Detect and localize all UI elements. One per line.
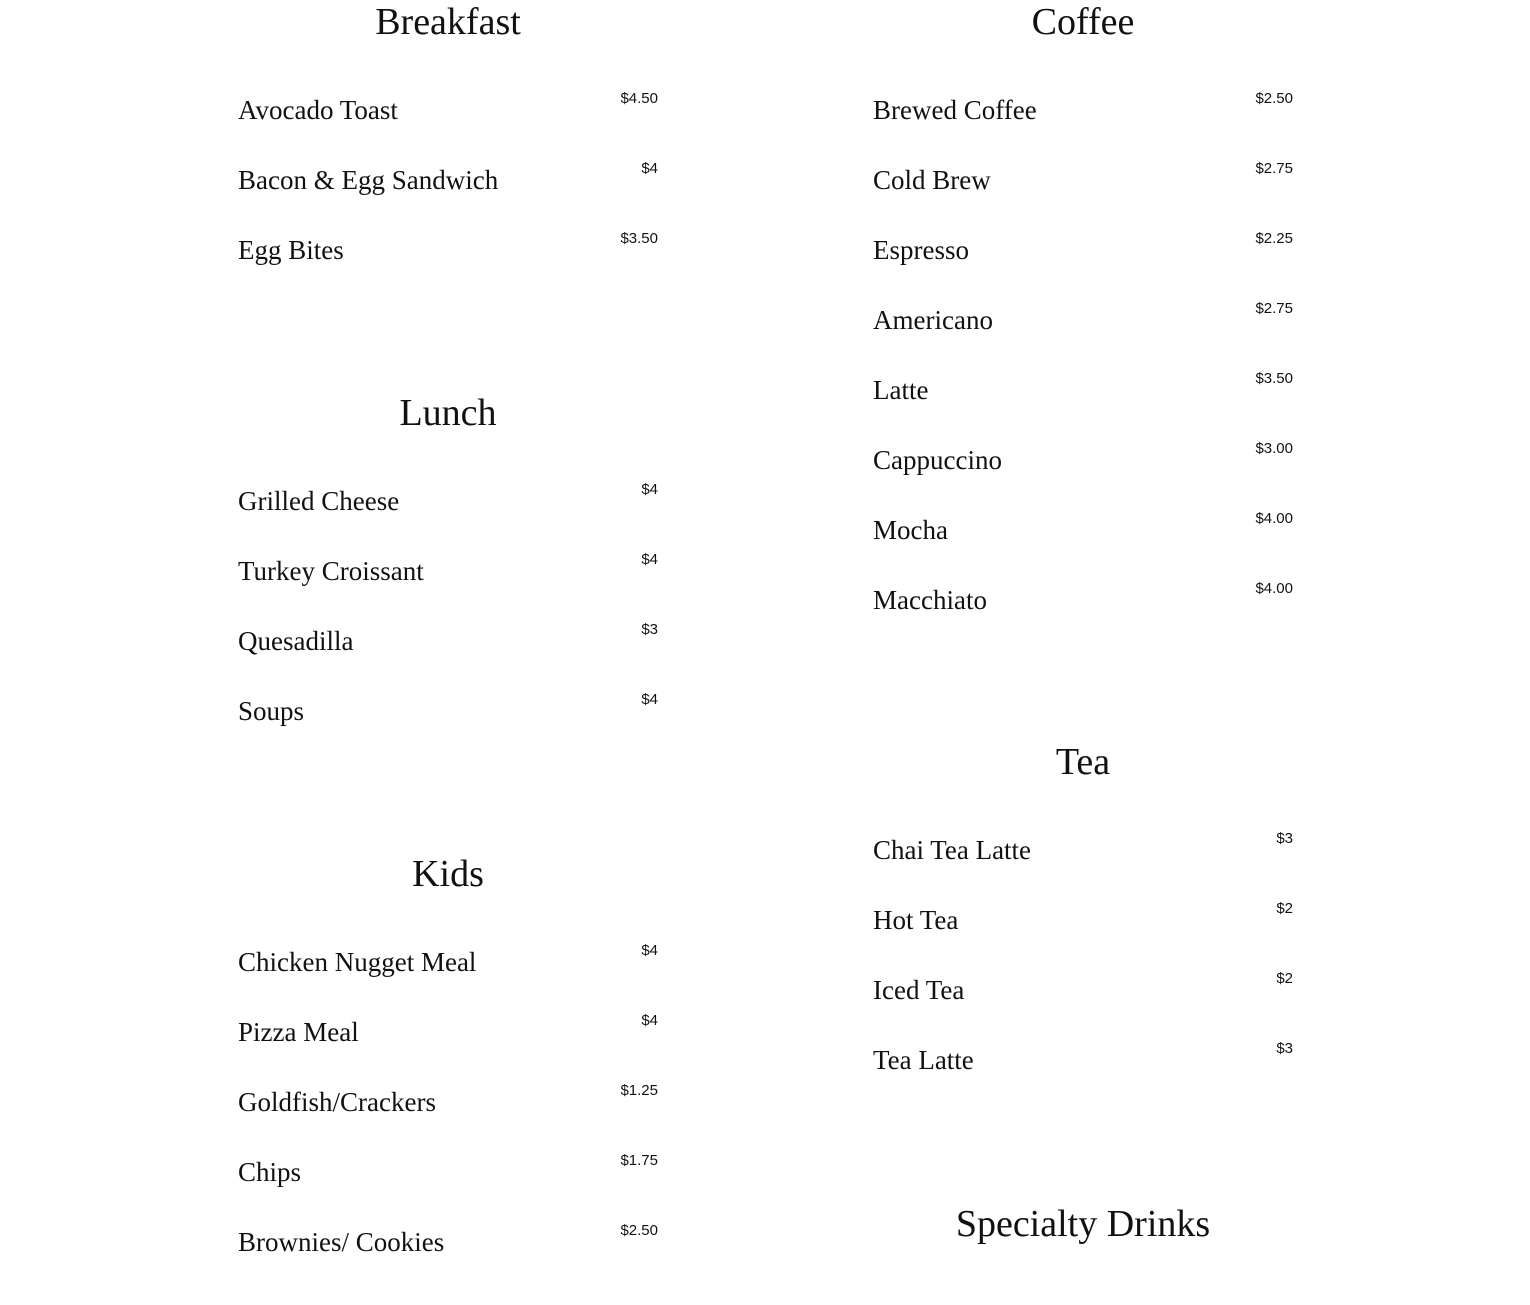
menu-item [238,549,658,619]
menu-item [873,828,1293,898]
menu-item [238,619,658,689]
menu-item-price: $3 [1276,1040,1293,1057]
menu-item-name: Soups [238,696,305,726]
menu-item-name: Chai Tea Latte [873,835,1032,865]
menu-item [238,228,658,298]
menu-item-price: $3.00 [1255,440,1293,457]
menu-items-breakfast [238,88,658,298]
menu-item-price: $4.50 [620,90,658,107]
menu-item-price: $1.75 [620,1152,658,1169]
menu-item-price: $3 [1276,830,1293,847]
menu-item-name: Chips [238,1157,302,1187]
menu-item [238,158,658,228]
menu-item-price: $3.50 [1255,370,1293,387]
menu-item-name: Avocado Toast [238,95,398,125]
menu-item-name: Mocha [873,515,948,545]
menu-item-name: Quesadilla [238,626,354,656]
menu-item-name: Pizza Meal [238,1017,359,1047]
menu-item-name: Americano [873,305,993,335]
menu-item [873,898,1293,968]
menu-item-price: $4 [641,691,658,708]
section-title-specialty-drinks: Specialty Drinks [955,1203,1211,1245]
menu-item-price: $4 [641,942,658,959]
menu-item [238,479,658,549]
menu-item [238,940,658,1010]
menu-item [873,298,1293,368]
menu-item [873,578,1293,648]
menu-item-price: $3.50 [620,230,658,247]
menu-items-kids [238,940,658,1290]
menu-item-name: Espresso [873,235,969,265]
menu-item-name: Bacon & Egg Sandwich [238,165,499,195]
menu-item [238,1150,658,1220]
menu-item-price: $3 [641,621,658,638]
menu-item [238,1220,658,1290]
menu-item-price: $4.00 [1255,580,1293,597]
section-title-breakfast: Breakfast [375,1,521,43]
menu-item-name: Hot Tea [873,905,959,935]
menu-item-name: Latte [873,375,929,405]
menu-item-name: Egg Bites [238,235,344,265]
menu-item [873,158,1293,228]
menu-item-price: $4 [641,481,658,498]
menu-item-price: $2.50 [620,1222,658,1239]
menu-item-price: $2 [1276,900,1293,917]
menu-item-price: $2.75 [1255,160,1293,177]
menu-item-name: Iced Tea [873,975,965,1005]
section-title-kids: Kids [412,853,484,895]
section-title-coffee: Coffee [1031,1,1135,43]
menu-item [238,88,658,158]
menu-item-name: Chicken Nugget Meal [238,947,477,977]
menu-item [873,368,1293,438]
menu-item-price: $2.25 [1255,230,1293,247]
menu-item-name: Tea Latte [873,1045,974,1075]
section-title-lunch: Lunch [399,392,497,434]
menu-items-tea [873,828,1293,1108]
menu-item-price: $4 [641,1012,658,1029]
section-title-tea: Tea [1055,741,1111,783]
menu-item [873,508,1293,578]
menu-item-price: $1.25 [620,1082,658,1099]
menu-item-price: $2.50 [1255,90,1293,107]
menu-item-price: $4 [641,551,658,568]
menu-item [873,1038,1293,1108]
menu-item [238,1010,658,1080]
menu-item-name: Brownies/ Cookies [238,1227,445,1257]
menu-item [873,968,1293,1038]
menu-item [238,689,658,759]
menu-items-lunch [238,479,658,759]
menu-item [873,88,1293,158]
menu-item [873,438,1293,508]
menu-item-name: Brewed Coffee [873,95,1037,125]
menu-items-coffee [873,88,1293,648]
menu-item-name: Grilled Cheese [238,486,400,516]
menu-item-price: $4 [641,160,658,177]
menu-item-name: Goldfish/Crackers [238,1087,436,1117]
menu-item [238,1080,658,1150]
menu-item-price: $2 [1276,970,1293,987]
menu-item-name: Cold Brew [873,165,991,195]
menu-item-name: Cappuccino [873,445,1002,475]
menu-item-name: Macchiato [873,585,987,615]
menu-item-price: $2.75 [1255,300,1293,317]
menu-item-name: Turkey Croissant [238,556,424,586]
menu-item [873,228,1293,298]
menu-item-price: $4.00 [1255,510,1293,527]
